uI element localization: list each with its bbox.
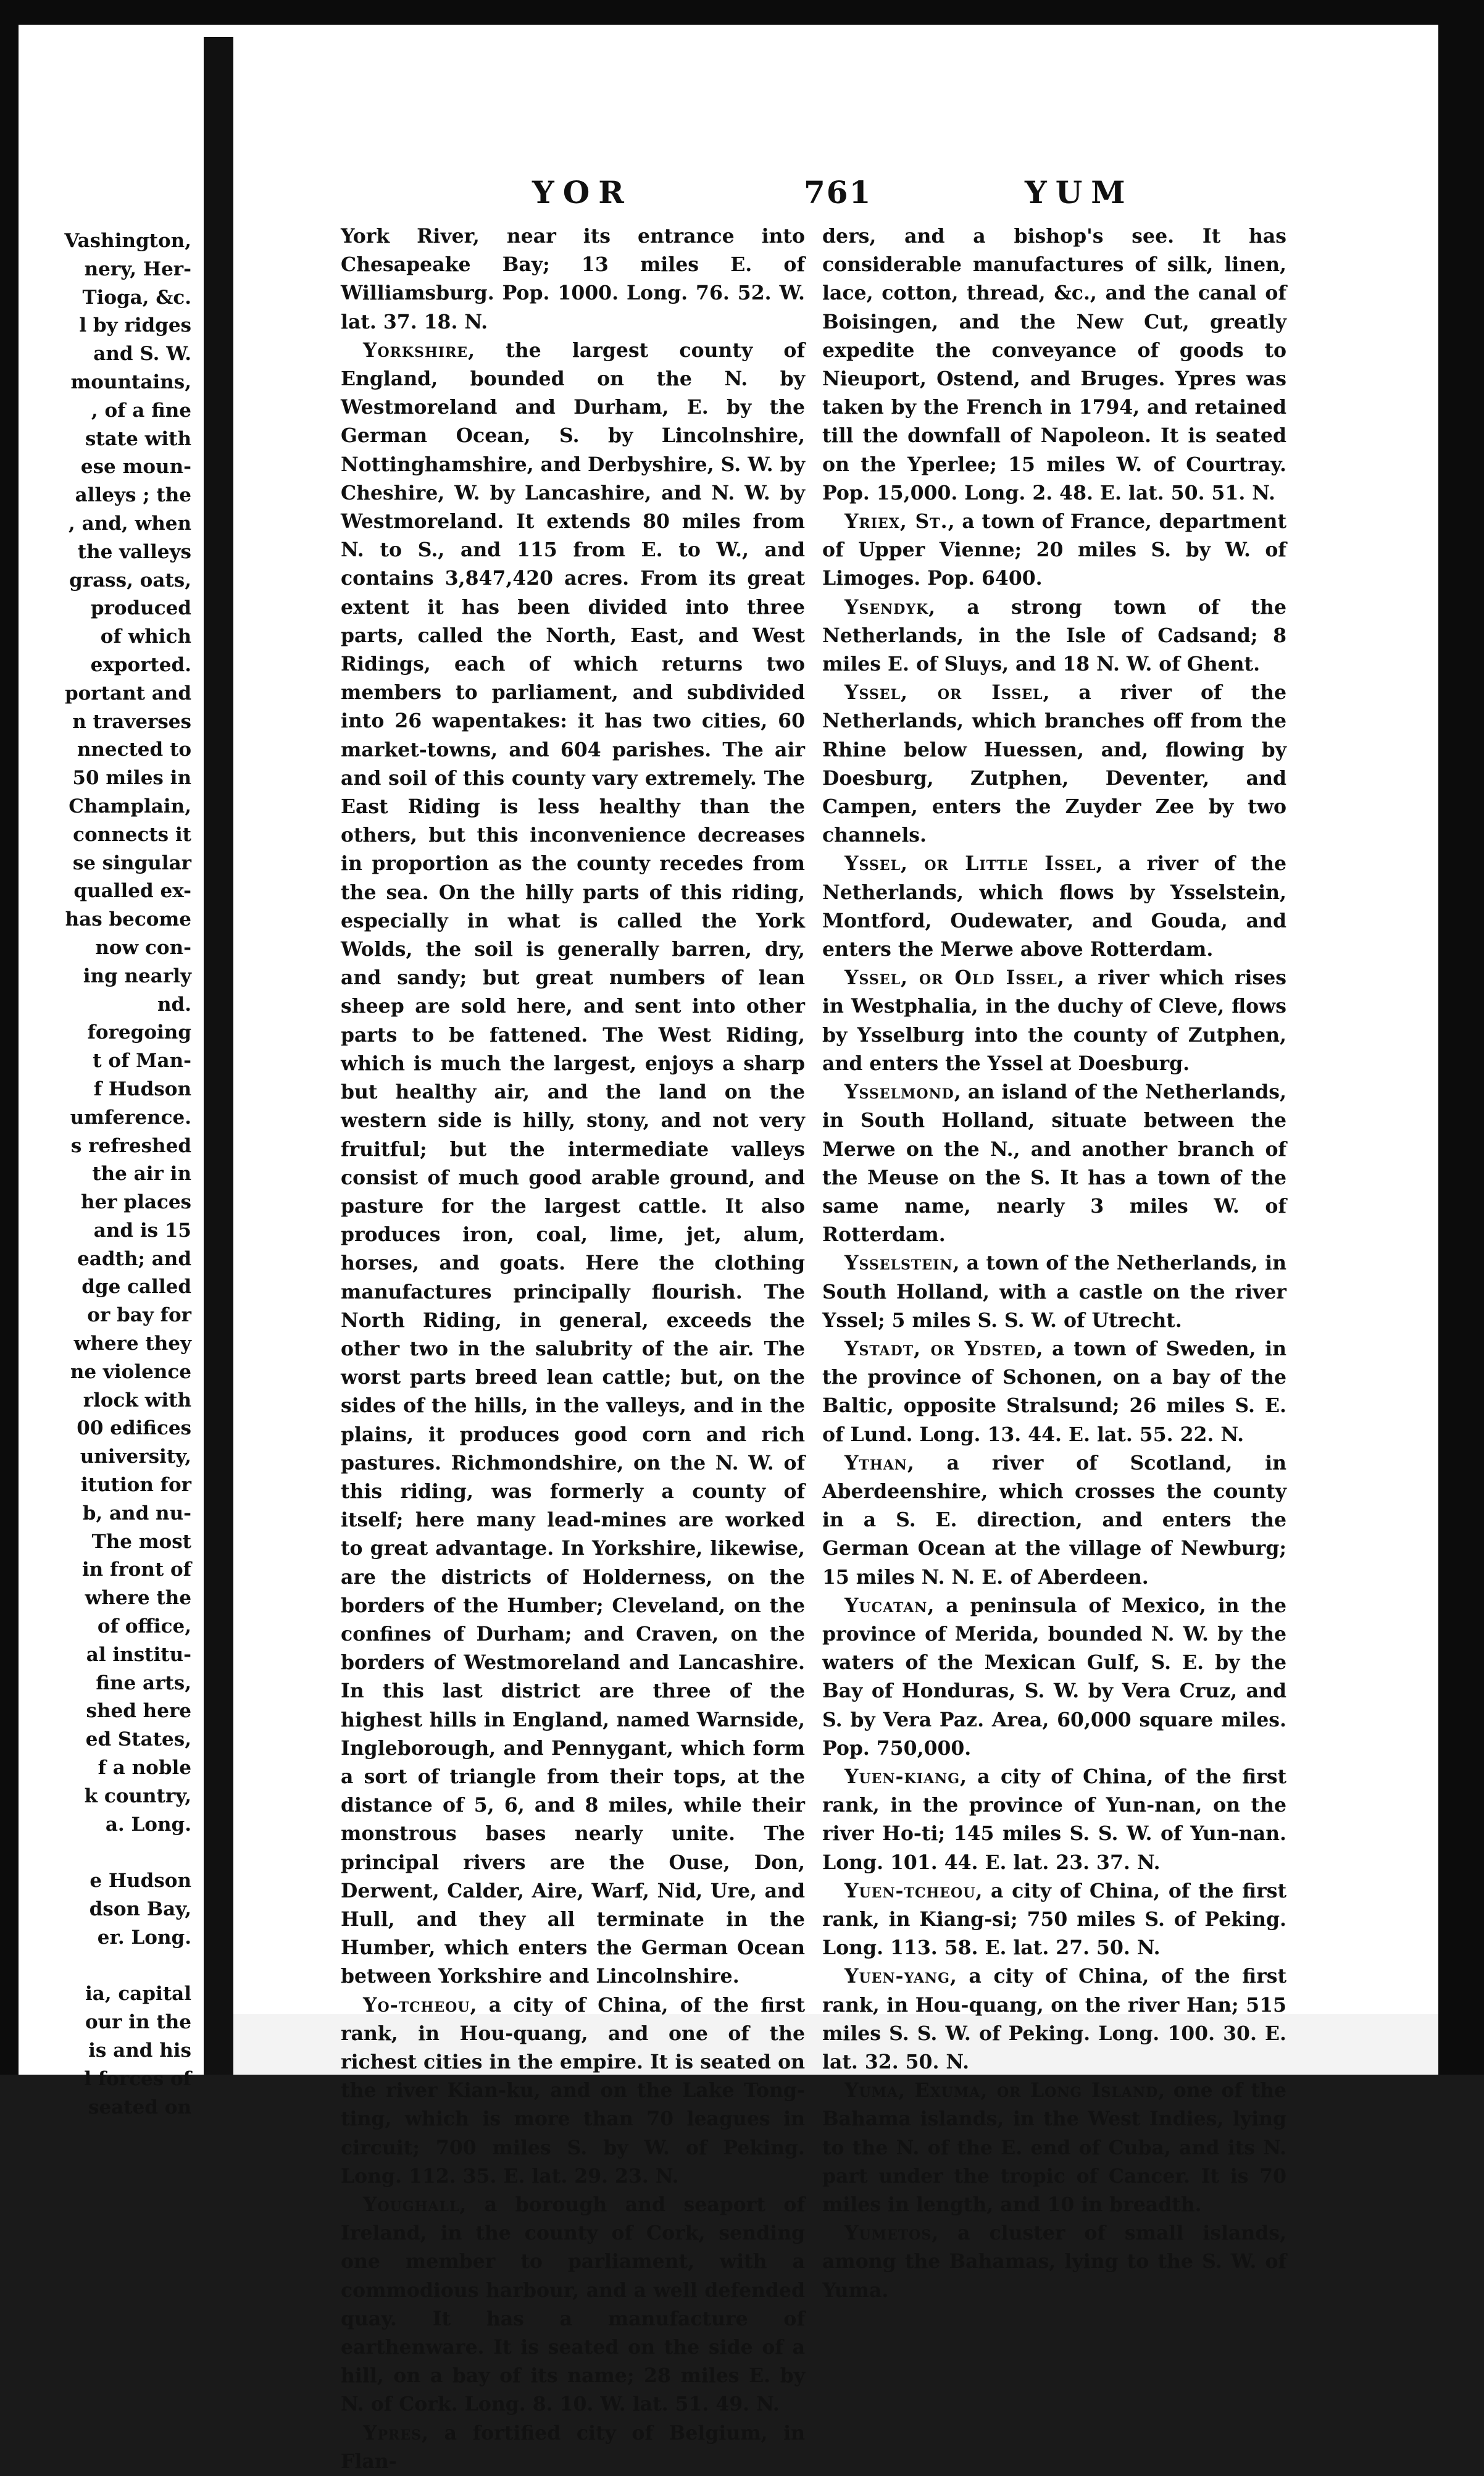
gazetteer-entry — [822, 1877, 1286, 1963]
entry-text: , an island of the Netherlands, in South Holland, situate between the Merwe on the N., and another branch of the Meuse on the S. It has a town of the same name, nearly 3 miles W. of Rotterdam. — [822, 1081, 1286, 1247]
entry-headword: Ysselstein — [844, 1252, 953, 1275]
entry-text: , a city of China, of the first rank, in Hou-quang, on the river Han; 515 miles S. S. W. of Peking. Long. 100. 30. E. lat. 32. 50. N. — [822, 1965, 1286, 2073]
fragment-line: a. Long. — [105, 1813, 191, 1836]
gazetteer-entry — [822, 1962, 1286, 2077]
text-column-left — [341, 222, 805, 2476]
fragment-line: exported. — [90, 653, 191, 676]
fragment-line — [17, 1952, 191, 1981]
fragment-line: of which — [100, 625, 191, 648]
fragment-line: ne violence — [70, 1360, 191, 1383]
fragment-line: mountains, — [70, 370, 191, 393]
entry-headword: Yuen-yang — [844, 1965, 950, 1988]
fragment-line: se singular — [72, 851, 191, 874]
page-number: 761 — [804, 174, 872, 211]
fragment-line: al institu- — [86, 1643, 191, 1666]
fragment-line: 00 edifices — [77, 1417, 191, 1440]
entry-text: , a town of Sweden, in the province of Schonen, on a bay of the Baltic, opposite Stralsund; 26 miles S. E. of Lund. Long. 13. 44. E. lat. 55. 22. N. — [822, 1337, 1286, 1446]
fragment-line: ese moun- — [80, 456, 191, 479]
fragment-line: umference. — [70, 1106, 191, 1129]
gazetteer-entry — [822, 2077, 1286, 2219]
fragment-line: alleys ; the — [75, 484, 191, 507]
fragment-line: the valleys — [77, 540, 191, 563]
fragment-line: shed here — [86, 1700, 191, 1723]
entry-headword: Yucatan — [844, 1594, 928, 1617]
fragment-line: itution for — [80, 1474, 191, 1497]
entry-text: , the largest county of England, bounded on the N. by Westmoreland and Durham, E. by the German Ocean, S. by Lincolnshire, Nottinghamshire, and Derbyshire, S. W. by Cheshire, W. by Lancashire, and N. W. by Westmoreland. It extends 80 miles from N. to S., and 115 from E. to W., and contains 3,847,420 acres. From its great extent it has been divided into three parts, called the North, East, and West Ridings, each of which returns two members to parliament, and subdivided into 26 wapentakes: it has two cities, 60 market-towns, and 604 parishes. The air and soil of this county vary extremely. The East Riding is less healthy than the others, but this inconvenience decreases in proportion as the county recedes from the sea. On the hilly parts of this riding, especially in what is called the York Wolds, the soil is generally barren, dry, and sandy; but great numbers of lean sheep are sold here, and sent into other parts to be fattened. The West Riding, which is much the largest, enjoys a sharp but healthy air, and the land on the western side is hilly, stony, and not very fruitful; but the intermediate valleys consist of much good arable ground, and pasture for the largest cattle. It also produces iron, coal, lime, jet, alum, horses, and goats. Here the clothing manufactures principally flourish. The North Riding, in general, exceeds the other two in the salubrity of the air. The worst parts breed lean cattle; but, on the sides of the hills, in the valleys, and in the plains, it produces good corn and rich pastures. Richmondshire, on the N. W. of this riding, was formerly a county of itself; here many lead-mines are worked to great advantage. In Yorkshire, likewise, are the districts of Holderness, on the borders of the Humber; Cleveland, on the confines of Durham; and Craven, on the borders of Westmoreland and Lancashire. In this last district are three of the highest hills in England, named Warnside, Ingleborough, and Pennygant, which form a sort of triangle from their tops, at the distance of 5, 6, and 8 miles, while their monstrous bases nearly unite. The principal rivers are the Ouse, Don, Derwent, Calder, Aire, Warf, Nid, Ure, and Hull, and they all terminate in the Humber, which enters the German Ocean between Yorkshire and Lincolnshire. — [341, 338, 805, 1988]
gazetteer-entry — [822, 1249, 1286, 1335]
entry-text: , one of the Bahama islands, in the West Indies, lying to the N. of the E. end of Cuba, and its N. part under the tropic of Cancer. It is 70 miles in length, and 10 in breadth. — [822, 2079, 1287, 2217]
fragment-line: state with — [85, 427, 191, 450]
fragment-line: her places — [81, 1191, 191, 1214]
gazetteer-entry — [341, 2419, 805, 2476]
entry-headword: Yssel, or Little Issel — [844, 852, 1096, 876]
fragment-line: e Hudson — [90, 1870, 191, 1893]
entry-headword: Yumetos — [844, 2222, 932, 2245]
entry-headword: Yorkshire — [363, 338, 469, 362]
entry-text: , a city of China, of the first rank, in the province of Yun-nan, on the river Ho-ti; 145 miles S. S. W. of Yun-nan. Long. 101. 44. E. lat. 23. 37. N. — [822, 1765, 1286, 1874]
fragment-line: er. Long. — [97, 1926, 191, 1949]
fragment-line: now con- — [95, 936, 191, 959]
fragment-line: ing nearly — [83, 964, 191, 987]
entry-text: York River, near its entrance into Chesapeake Bay; 13 miles E. of Williamsburg. Pop. 1000. Long. 76. 52. W. lat. 37. 18. N. — [341, 225, 805, 333]
fragment-line: t of Man- — [93, 1050, 191, 1073]
gazetteer-entry — [822, 222, 1286, 508]
entry-headword: Yriex, St. — [844, 510, 948, 533]
fragment-line: ia, capital — [85, 1983, 191, 2005]
entry-headword: Yuma, Exuma, or Long Island — [844, 2079, 1159, 2102]
entry-headword: Yssel, or Issel — [844, 681, 1043, 705]
entry-text: , a borough and seaport of Ireland, in the county of Cork, sending one member to parliament, with a commodious harbour, and a well defended quay. It has a manufacture of earthenware. It is seated on the side of a hill, on a bay of its name; 28 miles E. by N. of Cork. Long. 8. 10. W. lat. 51. 49. N. — [341, 2193, 805, 2416]
fragment-line: is and his — [88, 2039, 191, 2062]
fragment-line: n traverses — [72, 710, 191, 733]
fragment-line: connects it — [73, 823, 191, 846]
fragment-line: where the — [85, 1587, 191, 1610]
entry-headword: Yuen-tcheou — [844, 1879, 976, 1902]
fragment-line: f Hudson — [93, 1077, 191, 1100]
fragment-line: university, — [80, 1445, 191, 1468]
fragment-line: nd. — [157, 993, 191, 1016]
fragment-line: produced — [90, 597, 191, 620]
fragment-line: , and, when — [69, 512, 191, 535]
fragment-line: b, and nu- — [82, 1502, 191, 1524]
text-column-right — [822, 222, 1286, 2305]
fragment-line: Tioga, &c. — [82, 286, 191, 309]
entry-headword: Ypres — [363, 2421, 422, 2445]
fragment-line: qualled ex- — [73, 880, 191, 903]
entry-text: , a river of the Netherlands, which branches off from the Rhine below Huessen, and, flowing by Doesburg, Zutphen, Deventer, and Campen, enters the Zuyder Zee by two channels. — [822, 681, 1286, 847]
running-head-right: YUM — [1025, 174, 1134, 211]
fragment-line: f a noble — [98, 1757, 191, 1780]
fragment-line: Vashington, — [64, 230, 191, 252]
fragment-line: 50 miles in — [72, 767, 191, 790]
fragment-line: ed States, — [85, 1728, 191, 1751]
fragment-line: rlock with — [83, 1389, 191, 1412]
fragment-line: and S. W. — [93, 343, 191, 366]
gazetteer-entry — [822, 964, 1286, 1078]
fragment-line: or bay for — [87, 1304, 191, 1327]
fragment-line: where they — [73, 1332, 191, 1355]
gazetteer-entry — [822, 1449, 1286, 1592]
left-page-fragment — [17, 227, 191, 2118]
scan-right-margin — [1438, 0, 1484, 2075]
fragment-line: s refreshed — [70, 1134, 191, 1157]
fragment-line: dge called — [81, 1276, 191, 1299]
fragment-line: nnected to — [77, 738, 191, 761]
entry-text: , a strong town of the Netherlands, in the Isle of Cadsand; 8 miles E. of Sluys, and 18 N. W. of Ghent. — [822, 595, 1286, 676]
gazetteer-entry — [822, 1335, 1286, 1449]
fragment-line: Champlain, — [69, 795, 191, 818]
gazetteer-entry — [822, 1763, 1286, 1877]
entry-headword: Ysselmond — [844, 1081, 954, 1104]
entry-text: ders, and a bishop's see. It has considerable manufactures of silk, linen, lace, cotton, thread, &c., and the canal of Boisingen, and the New Cut, greatly expedite the conveyance of goods to Nieuport, Ostend, and Bruges. Ypres was taken by the French in 1794, and retained till the downfall of Napoleon. It is seated on the Yperlee; 15 miles W. of Courtray. Pop. 15,000. Long. 2. 48. E. lat. 50. 51. N. — [822, 225, 1286, 504]
fragment-line: the air in — [92, 1163, 191, 1186]
gazetteer-entry — [822, 1078, 1286, 1249]
running-head-left: YOR — [532, 174, 633, 211]
fragment-line — [17, 1839, 191, 1867]
entry-headword: Yuen-kiang — [844, 1765, 961, 1788]
gazetteer-entry — [341, 337, 805, 1991]
gazetteer-entry — [341, 2191, 805, 2419]
fragment-line: l forces of — [84, 2067, 191, 2090]
entry-text: , a cluster of small islands, among the Bahamas, lying to the S. W. of Yuma. — [822, 2222, 1286, 2302]
entry-headword: Youghall — [363, 2193, 460, 2217]
gazetteer-entry — [341, 1991, 805, 2191]
fragment-line: foregoing — [87, 1021, 191, 1044]
entry-headword: Yo-tcheou — [363, 1993, 470, 2017]
book-gutter — [204, 37, 233, 2075]
entry-text: , a fortified city of Belgium, in Flan- — [341, 2421, 805, 2473]
entry-text: , a river which rises in Westphalia, in the duchy of Cleve, flows by Ysselburg into the county of Zutphen, and enters the Yssel at Doesburg. — [822, 966, 1286, 1075]
fragment-line: portant and — [64, 682, 191, 705]
entry-headword: Yssel, or Old Issel — [844, 966, 1057, 990]
entry-text: , a river of Scotland, in Aberdeenshire, which crosses the county in a S. E. direction, and enters the German Ocean at the village of Newburg; 15 miles N. N. E. of Aberdeen. — [822, 1451, 1286, 1589]
entry-text: , a town of the Netherlands, in South Holland, with a castle on the river Yssel; 5 miles S. S. W. of Utrecht. — [822, 1252, 1286, 1332]
fragment-line: has become — [65, 908, 191, 931]
entry-text: , a city of China, of the first rank, in Hou-quang, and one of the richest cities in the empire. It is seated on the river Kian-ku, and on the Lake Tong-ting, which is more than 70 leagues in circuit; 700 miles S. by W. of Peking. Long. 112. 35. E. lat. 29. 23. N. — [341, 1993, 805, 2188]
scan-left-margin — [0, 0, 19, 2075]
fragment-line: l by ridges — [79, 314, 191, 337]
entry-text: , a town of France, department of Upper Vienne; 20 miles S. by W. of Limoges. Pop. 6400. — [822, 510, 1287, 590]
fragment-line: , of a fine — [91, 399, 191, 422]
fragment-line: in front of — [81, 1558, 191, 1581]
gazetteer-entry — [822, 679, 1286, 850]
gazetteer-entry — [341, 222, 805, 337]
entry-headword: Ystadt, or Ydsted — [844, 1337, 1036, 1360]
fragment-line: of office, — [97, 1615, 191, 1638]
fragment-line: eadth; and — [77, 1247, 191, 1270]
gazetteer-entry — [822, 593, 1286, 679]
fragment-line: our in the — [85, 2011, 191, 2034]
entry-text: , a city of China, of the first rank, in Kiang-si; 750 miles S. of Peking. Long. 113. 58. E. lat. 27. 50. N. — [822, 1879, 1286, 1960]
scan-top-margin — [0, 0, 1484, 25]
fragment-line: The most — [91, 1530, 191, 1553]
gazetteer-entry — [822, 508, 1286, 593]
gazetteer-entry — [822, 1592, 1286, 1763]
fragment-line: nery, Her- — [84, 257, 191, 280]
fragment-line: seated on — [88, 2096, 191, 2118]
gazetteer-entry — [822, 850, 1286, 964]
fragment-line: k country, — [84, 1784, 191, 1807]
fragment-line: fine arts, — [96, 1671, 191, 1694]
gazetteer-entry — [822, 2219, 1286, 2305]
fragment-line: and is 15 — [93, 1219, 191, 1242]
fragment-line: dson Bay, — [89, 1898, 191, 1921]
entry-text: , a river of the Netherlands, which flows by Ysselstein, Montford, Oudewater, and Gouda, and enters the Merwe above Rotterdam. — [822, 852, 1286, 961]
entry-text: , a peninsula of Mexico, in the province of Merida, bounded N. W. by the waters of the Mexican Gulf, S. E. by the Bay of Honduras, S. W. by Vera Cruz, and S. by Vera Paz. Area, 60,000 square miles. Pop. 750,000. — [822, 1594, 1286, 1760]
entry-headword: Ysendyk — [844, 595, 929, 619]
entry-headword: Ythan — [844, 1451, 907, 1474]
fragment-line: grass, oats, — [69, 569, 191, 592]
